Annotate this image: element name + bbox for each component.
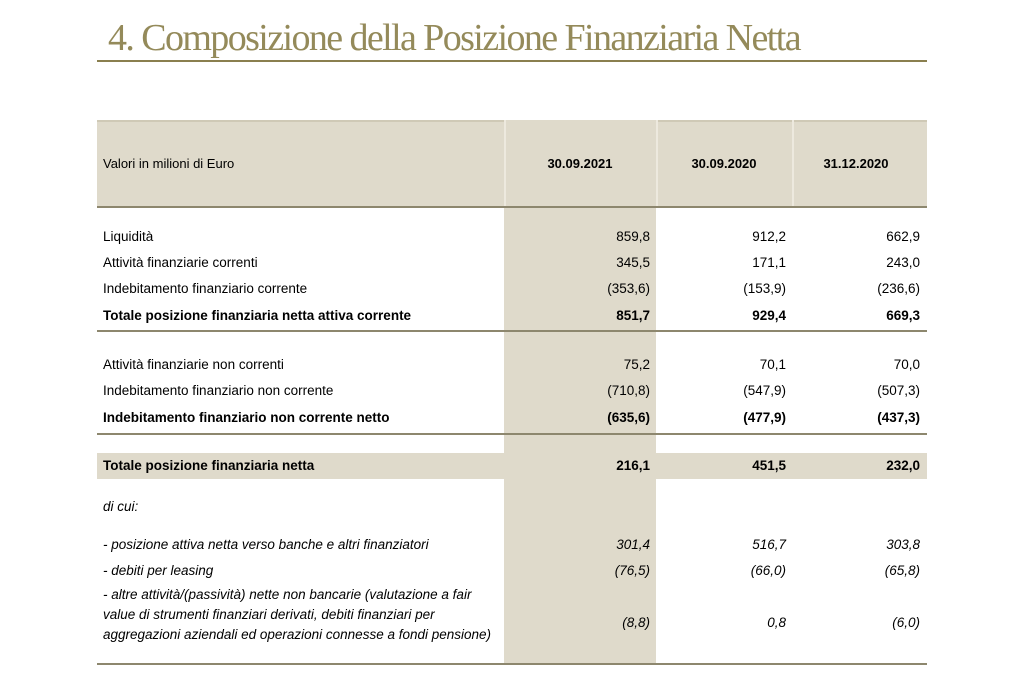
cell-value: (6,0) [892,615,920,630]
cell-value: 929,4 [752,308,786,323]
row-label: - altre attività/(passività) nette non bancarie (valutazione a fair value di strumenti finanziari derivati, debiti finanziari per aggregazioni aziendali ed operazioni connesse a fondi pensione) [103,587,492,642]
table-rule [97,433,927,435]
cell-value: 662,9 [886,229,920,244]
column-header: 31.12.2020 [823,156,889,171]
cell-value: 301,4 [616,537,650,552]
table-row [97,380,927,402]
cell-value: 216,1 [616,458,650,473]
column-header: 30.09.2021 [547,156,613,171]
cell-value: (236,6) [877,281,920,296]
column-header: 30.09.2020 [691,156,757,171]
cell-value: (65,8) [884,563,920,578]
cell-value: 70,1 [759,357,786,372]
row-label: Indebitamento finanziario non corrente [103,383,334,398]
subtotal-row [97,305,927,327]
cell-value: (8,8) [622,615,650,630]
cell-value: (76,5) [614,563,650,578]
table-row [97,226,927,248]
cell-value: (635,6) [607,410,650,425]
cell-value: 303,8 [886,537,920,552]
cell-value: 171,1 [752,255,786,270]
table-header-row [97,153,927,175]
row-label: di cui: [103,499,139,514]
cell-value: 669,3 [886,308,920,323]
row-label: - posizione attiva netta verso banche e altri finanziatori [103,537,429,552]
cell-value: 451,5 [752,458,786,473]
cell-value: (437,3) [877,410,920,425]
row-label: Totale posizione finanziaria netta attiva corrente [103,308,412,323]
cell-value: 70,0 [893,357,920,372]
cell-value: 345,5 [616,255,650,270]
row-label: Indebitamento finanziario corrente [103,281,308,296]
cell-value: (507,3) [877,383,920,398]
cell-value: 516,7 [752,537,786,552]
table-rule [97,206,927,208]
cell-value: 851,7 [616,308,650,323]
table-row [97,354,927,376]
row-label: Attività finanziarie non correnti [103,357,284,372]
cell-value: (547,9) [743,383,786,398]
cell-value: (710,8) [607,383,650,398]
row-label: Indebitamento finanziario non corrente netto [103,410,390,425]
row-label: - debiti per leasing [103,563,214,578]
table-row [97,585,927,642]
table-row [97,252,927,274]
cell-value: 232,0 [886,458,920,473]
row-label: Totale posizione finanziaria netta [103,458,315,473]
title-underline [97,60,927,62]
table-row [97,560,927,582]
cell-value: 859,8 [616,229,650,244]
total-row [97,455,927,477]
cell-value: (66,0) [750,563,786,578]
table-row [97,278,927,300]
cell-value: (153,9) [743,281,786,296]
row-label: Liquidità [103,229,154,244]
page-title: 4. Composizione della Posizione Finanziaria Netta [108,17,800,59]
cell-value: 75,2 [623,357,650,372]
row-label: Attività finanziarie correnti [103,255,258,270]
table-rule [97,663,927,665]
subtotal-row [97,407,927,429]
cell-value: 243,0 [886,255,920,270]
table-rule [97,330,927,332]
cell-value: (353,6) [607,281,650,296]
cell-value: (477,9) [743,410,786,425]
cell-value: 912,2 [752,229,786,244]
header-label: Valori in milioni di Euro [103,156,235,171]
table-row [97,534,927,556]
cell-value: 0,8 [767,615,786,630]
table-row [97,496,927,518]
